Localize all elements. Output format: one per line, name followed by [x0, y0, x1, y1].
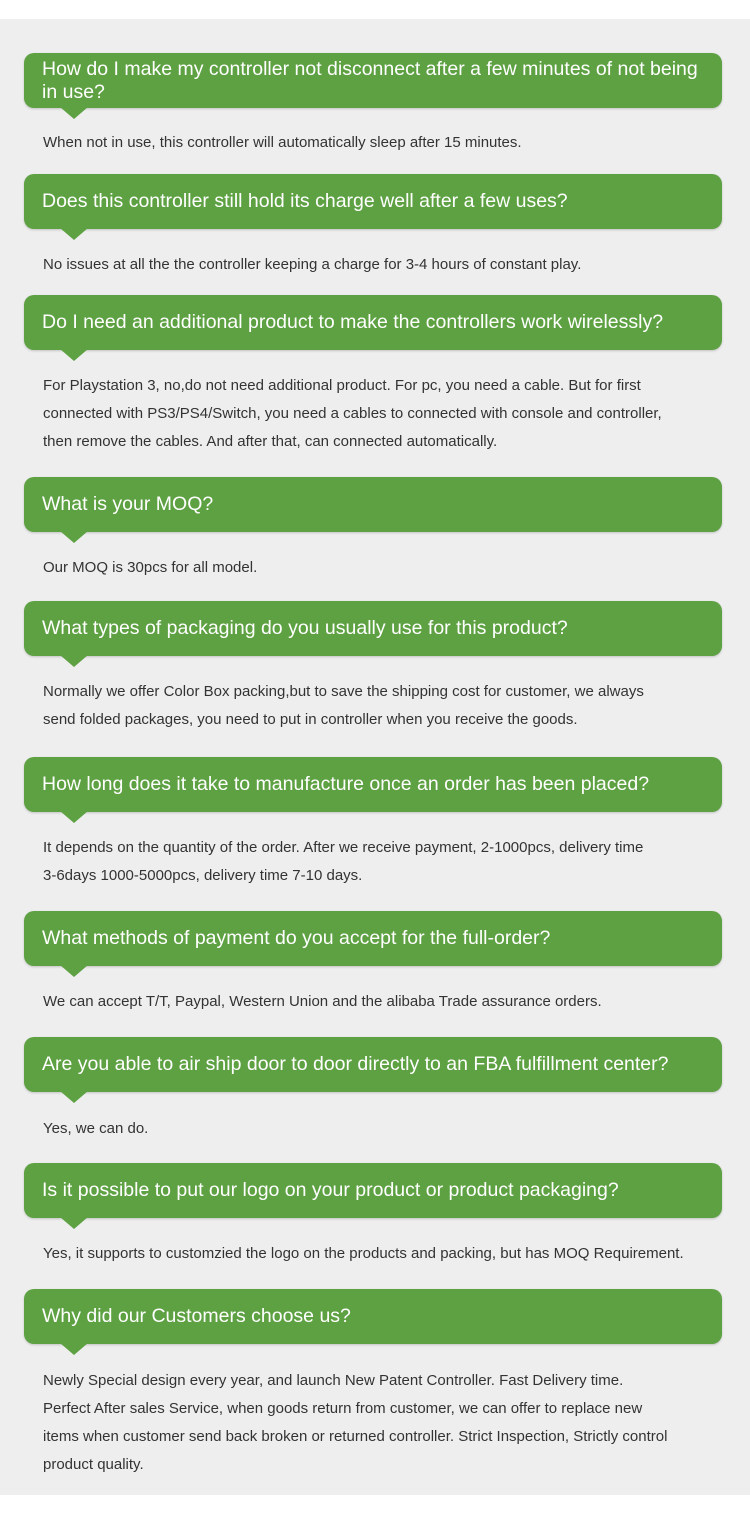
- faq-answer-6: It depends on the quantity of the order. After we receive payment, 2-1000pcs, delivery time 3-6days 1000-5000pcs, delivery time 7-10 days.: [43, 839, 644, 884]
- faq-question-3: Do I need an additional product to make the controllers work wirelessly?: [24, 295, 722, 350]
- faq-question-10: Why did our Customers choose us?: [24, 1289, 722, 1344]
- faq-section: [0, 19, 750, 1495]
- faq-answer-10: Newly Special design every year, and launch New Patent Controller. Fast Delivery time. Perfect After sales Service, when goods return from customer, we can offer to replace new items when customer send back broken or returned controller. Strict Inspection, Strictly control product quality.: [43, 1372, 668, 1473]
- faq-question-9: Is it possible to put our logo on your product or product packaging?: [24, 1163, 722, 1218]
- faq-question-1: How do I make my controller not disconnect after a few minutes of not being in use?: [24, 53, 722, 108]
- faq-answer-3: For Playstation 3, no,do not need additional product. For pc, you need a cable. But for first connected with PS3/PS4/Switch, you need a cables to connected with console and controller, then remove the cables. And after that, can connected automatically.: [43, 377, 662, 450]
- faq-answer-7: We can accept T/T, Paypal, Western Union and the alibaba Trade assurance orders.: [43, 993, 602, 1010]
- faq-answer-5: Normally we offer Color Box packing,but to save the shipping cost for customer, we always send folded packages, you need to put in controller when you receive the goods.: [43, 683, 644, 728]
- faq-question-2: Does this controller still hold its charge well after a few uses?: [24, 174, 722, 229]
- faq-question-7: What methods of payment do you accept for the full-order?: [24, 911, 722, 966]
- faq-question-6: How long does it take to manufacture once an order has been placed?: [24, 757, 722, 812]
- faq-answer-1: When not in use, this controller will automatically sleep after 15 minutes.: [43, 134, 522, 151]
- faq-answer-8: Yes, we can do.: [43, 1120, 149, 1137]
- faq-question-5: What types of packaging do you usually use for this product?: [24, 601, 722, 656]
- faq-question-4: What is your MOQ?: [24, 477, 722, 532]
- faq-answer-9: Yes, it supports to customzied the logo on the products and packing, but has MOQ Requirement.: [43, 1245, 684, 1262]
- faq-answer-4: Our MOQ is 30pcs for all model.: [43, 559, 258, 576]
- faq-question-8: Are you able to air ship door to door directly to an FBA fulfillment center?: [24, 1037, 722, 1092]
- faq-answer-2: No issues at all the the controller keeping a charge for 3-4 hours of constant play.: [43, 256, 582, 273]
